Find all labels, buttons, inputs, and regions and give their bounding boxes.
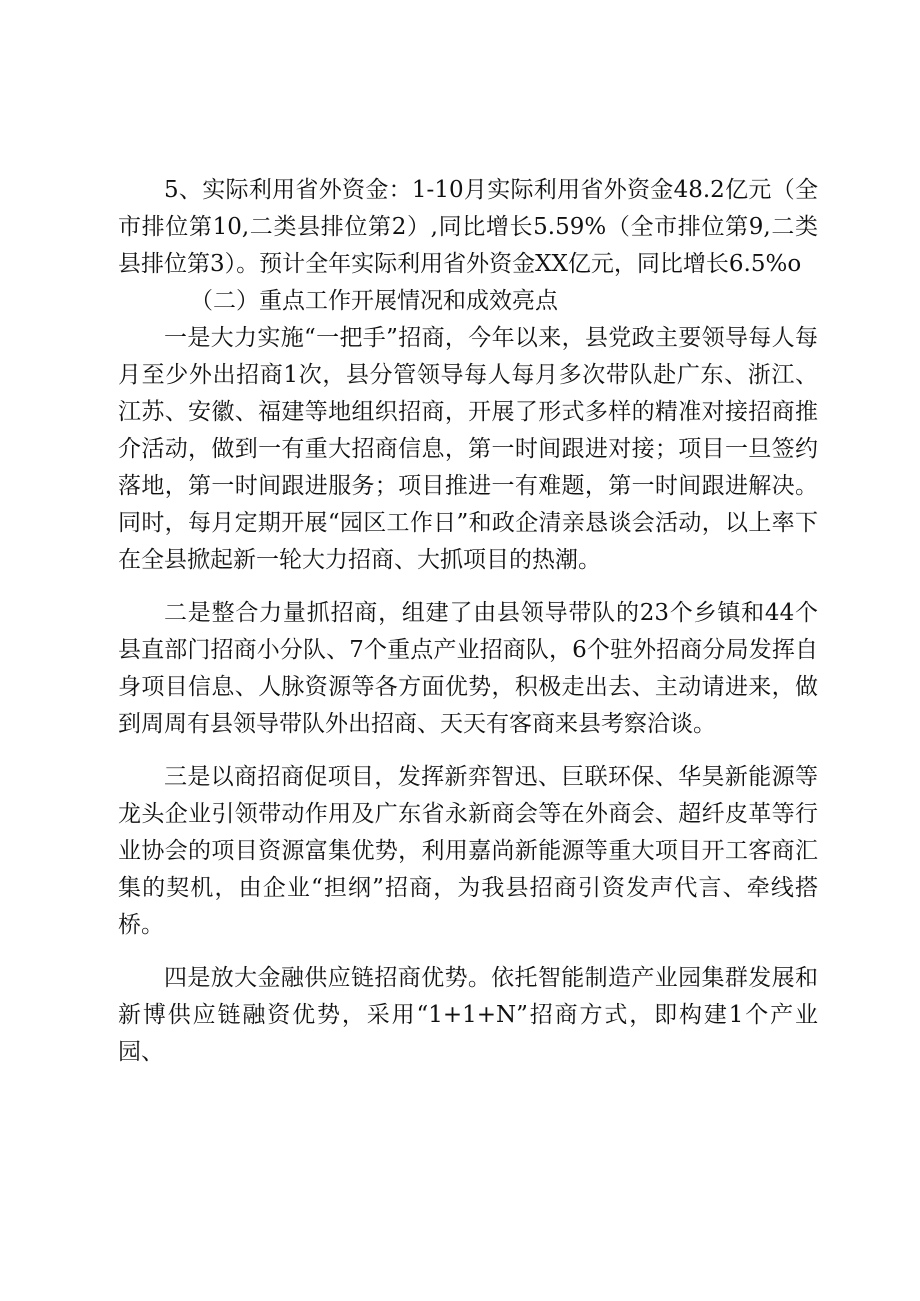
section-heading-key-work: （二）重点工作开展情况和成效亮点 <box>190 288 558 314</box>
paragraph-top-leader-investment: 一是大力实施“一把手”招商，今年以来，县党政主要领导每人每月至少外出招商1次，县分管领导每人每月多次带队赴广东、浙江、江苏、安徽、福建等地组织招商，开展了形式多样的精准对接招商推介活动，做到一有重大招商信息，第一时间跟进对接；项目一旦签约落地，第一时间跟进服务；项目推进一有难题，第一时间跟进解决。同时，每月定期开展“园区工作日”和政企清亲恳谈会活动，以上率下在全县掀起新一轮大力招商、大抓项目的热潮。 <box>118 325 818 573</box>
paragraph-integrated-forces: 二是整合力量抓招商，组建了由县领导带队的23个乡镇和44个县直部门招商小分队、7个重点产业招商队，6个驻外招商分局发挥自身项目信息、人脉资源等各方面优势，积极走出去、主动请进来，做到周周有县领导带队外出招商、天天有客商来县考察洽谈。 <box>118 600 818 737</box>
paragraph-financial-supply-chain: 四是放大金融供应链招商优势。依托智能制造产业园集群发展和新博供应链融资优势，采用“1+1+N”招商方式，即构建1个产业园、 <box>118 965 818 1065</box>
paragraph-business-attracts-business: 三是以商招商促项目，发挥新弈智迅、巨联环保、华昊新能源等龙头企业引领带动作用及广东省永新商会等在外商会、超纤皮革等行业协会的项目资源富集优势，利用嘉尚新能源等重大项目开工客商汇集的契机，由企业“担纲”招商，为我县招商引资发声代言、牵线搭桥。 <box>118 764 818 938</box>
paragraph-foreign-funds: 5、实际利用省外资金：1-10月实际利用省外资金48.2亿元（全市排位第10,二类县排位第2）,同比增长5.59%（全市排位第9,二类县排位第3）。预计全年实际利用省外资金XX亿元，同比增长6.5%o <box>118 177 818 277</box>
document-body <box>118 172 818 1071</box>
